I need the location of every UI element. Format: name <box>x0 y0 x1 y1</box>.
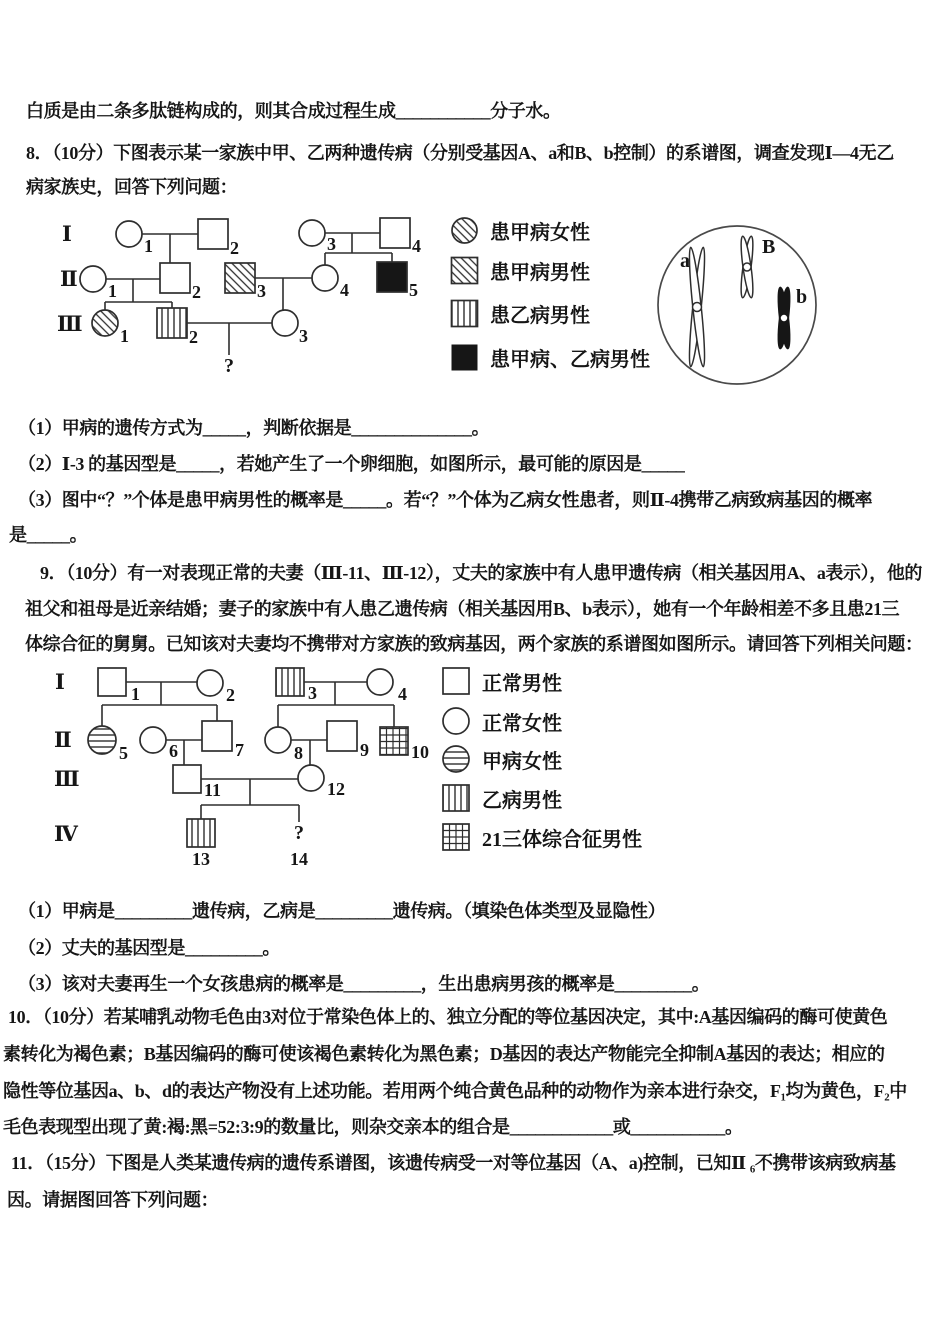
horizontal-striped-circle-icon <box>441 744 471 774</box>
member-11-normal-male <box>173 765 201 793</box>
member-II2-normal-male <box>160 263 190 293</box>
hatched-square-icon <box>450 256 479 285</box>
member-8-normal-female <box>265 727 291 753</box>
generation-label: Ⅱ <box>54 728 72 752</box>
legend-1-row-affectedB-male <box>450 299 590 328</box>
legend-label: 乙病男性 <box>482 789 562 812</box>
member-label: 14 <box>290 849 308 869</box>
question-9-stem-line-2: 祖父和祖母是近亲结婚；妻子的家族中有人患乙遗传病（相关基因用B、b表示），她有一个年龄相差不多且患21三 <box>25 599 900 619</box>
member-II1-normal-female <box>80 266 106 292</box>
member-I4-normal-male <box>380 218 410 248</box>
member-label: 1 <box>131 684 140 704</box>
question-8-item-3-continuation: 是_____。 <box>9 525 88 545</box>
member-label: 2 <box>230 238 239 258</box>
legend-label: 正常女性 <box>482 712 562 735</box>
question-8-item-1: （1）甲病的遗传方式为_____，判断依据是______________。 <box>18 418 490 438</box>
member-label: 3 <box>308 683 317 703</box>
filled-square-icon <box>450 343 479 372</box>
chromosome-b-label: b <box>796 286 808 308</box>
legend-label: 患甲病女性 <box>490 222 590 244</box>
member-label: 1 <box>144 236 153 256</box>
question-7-continuation-line: 白质是由二条多肽链构成的，则其合成过程生成___________分子水。 <box>26 101 561 121</box>
generation-label: Ⅰ <box>62 222 72 246</box>
question-8-item-3: （3）图中“？”个体是患甲病男性的概率是_____。若“？”个体为乙病女性患者，则Ⅱ-4携带乙病致病基因的概率 <box>18 490 873 510</box>
generation-label: Ⅲ <box>54 767 80 791</box>
question-10-stem-line-1: 10．（10分）若某哺乳动物毛色由3对位于常染色体上的、独立分配的等位基因决定，其中:A基因编码的酶可使黄色 <box>8 1007 888 1027</box>
member-III2-diseaseB-male <box>157 308 187 338</box>
member-label: 10 <box>411 742 429 762</box>
grid-square-icon <box>441 822 471 852</box>
egg-cell-chromosome-diagram <box>650 215 830 400</box>
member-III3-normal-female <box>272 310 298 336</box>
chromosome-B <box>739 236 756 299</box>
legend-1-row-affectedA-male <box>450 256 590 285</box>
member-II4-normal-female <box>312 265 338 291</box>
member-I2-normal-male <box>198 219 228 249</box>
member-13-diseaseB-male <box>187 819 215 847</box>
hatched-circle-icon <box>450 216 479 245</box>
generation-label: Ⅰ <box>55 670 65 694</box>
generation-label: Ⅲ <box>57 312 83 336</box>
pedigree-chart-1 <box>40 205 460 395</box>
question-10-stem-line-2: 素转化为褐色素；B基因编码的酶可使该褐色素转化为黑色素；D基因的表达产物能完全抑制A基因的表达；相应的 <box>3 1044 885 1064</box>
member-label: 11 <box>204 780 222 800</box>
member-label: 3 <box>299 326 308 346</box>
striped-square-icon <box>450 299 479 328</box>
question-8-stem-line-2: 病家族史，回答下列问题： <box>26 177 238 197</box>
member-label: 2 <box>192 282 201 302</box>
chromosome-B-label: B <box>762 236 776 258</box>
member-label: 13 <box>192 849 210 869</box>
legend-label: 21三体综合征男性 <box>482 828 642 851</box>
member-6-normal-female <box>140 727 166 753</box>
question-11-stem-line-2: 因。请据图回答下列问题： <box>7 1190 219 1210</box>
member-II5-diseaseAB-male <box>377 262 407 292</box>
member-I3-normal-female <box>299 220 325 246</box>
member-label: 12 <box>327 779 345 799</box>
member-label: 6 <box>169 741 178 761</box>
empty-circle-icon <box>441 706 471 736</box>
legend-label: 患甲病、乙病男性 <box>490 349 650 371</box>
legend-1-row-affectedA-female <box>450 216 590 245</box>
generation-label: Ⅳ <box>54 822 78 846</box>
member-label: 7 <box>235 740 244 760</box>
member-label: 5 <box>409 280 418 300</box>
pedigree-chart-2 <box>40 655 460 880</box>
member-label: 8 <box>294 743 303 763</box>
question-9-item-2: （2）丈夫的基因型是_________。 <box>18 938 280 958</box>
question-9-item-3: （3）该对夫妻再生一个女孩患病的概率是_________，生出患病男孩的概率是_________。 <box>18 974 710 994</box>
member-3-diseaseB-male <box>276 668 304 696</box>
question-10-stem-line-4: 毛色表现型出现了黄:褐:黑=52:3:9的数量比，则杂交亲本的组合是____________或___________。 <box>3 1117 743 1137</box>
chromosome-a-label: a <box>680 250 690 272</box>
question-9-stem-line-1: 9．（10分）有一对表现正常的夫妻（Ⅲ-11、Ⅲ-12），丈夫的家族中有人患甲遗传病（相关基因用A、a表示），他的 <box>40 563 923 583</box>
unknown-offspring-mark: ? <box>224 355 234 377</box>
member-9-normal-male <box>327 721 357 751</box>
legend-label: 甲病女性 <box>482 750 562 773</box>
empty-square-icon <box>441 666 471 696</box>
member-label: 1 <box>108 281 117 301</box>
vertical-striped-square-icon <box>441 783 471 813</box>
member-label: 4 <box>412 236 421 256</box>
legend-label: 患甲病男性 <box>490 262 590 284</box>
member-12-normal-female <box>298 765 324 791</box>
question-9-stem-line-3: 体综合征的舅舅。已知该对夫妻均不携带对方家族的致病基因，两个家族的系谱图如图所示。请回答下列相关问题： <box>25 634 923 654</box>
member-7-normal-male <box>202 721 232 751</box>
member-10-trisomy21-male <box>380 727 408 755</box>
question-9-item-1: （1）甲病是_________遗传病，乙病是_________遗传病。（填染色体类型及显隐性） <box>18 901 666 921</box>
legend-2-row-normal-female <box>441 706 562 736</box>
member-2-normal-female <box>197 670 223 696</box>
member-label: 9 <box>360 740 369 760</box>
member-4-normal-female <box>367 669 393 695</box>
member-label: 3 <box>257 281 266 301</box>
legend-2-row-diseaseA-female <box>441 744 562 774</box>
member-III1-diseaseA-female <box>92 310 118 336</box>
legend-label: 正常男性 <box>482 672 562 695</box>
member-label: 2 <box>226 685 235 705</box>
member-label: 3 <box>327 234 336 254</box>
member-label: 5 <box>119 743 128 763</box>
chromosome-b <box>776 287 792 350</box>
legend-2-row-diseaseB-male <box>441 783 562 813</box>
question-8-item-2: （2）Ⅰ-3 的基因型是_____，若她产生了一个卵细胞，如图所示，最可能的原因是_____ <box>18 454 685 474</box>
question-10-stem-line-3: 隐性等位基因a、b、d的表达产物没有上述功能。若用两个纯合黄色品种的动物作为亲本进行杂交，F₁均为黄色，F₂中 <box>3 1081 907 1101</box>
unknown-offspring-mark: ? <box>294 822 304 844</box>
legend-2-row-normal-male <box>441 666 562 696</box>
member-label: 4 <box>340 280 349 300</box>
pedigree-2-lines <box>102 682 394 822</box>
generation-label: Ⅱ <box>60 267 78 291</box>
member-5-diseaseA-female <box>88 726 116 754</box>
question-8-stem-line-1: 8．（10分）下图表示某一家族中甲、乙两种遗传病（分别受基因A、a和B、b控制）的系谱图，调查发现Ⅰ—4无乙 <box>26 143 894 163</box>
member-label: 2 <box>189 327 198 347</box>
legend-2-row-trisomy21-male <box>441 822 642 852</box>
legend-1-row-affectedAB-male <box>450 343 650 372</box>
member-label: 4 <box>398 684 407 704</box>
member-II3-diseaseA-male <box>225 263 255 293</box>
legend-label: 患乙病男性 <box>490 305 590 327</box>
member-label: 1 <box>120 326 129 346</box>
member-I1-normal-female <box>116 221 142 247</box>
question-11-stem-line-1: 11．（15分）下图是人类某遗传病的遗传系谱图，该遗传病受一对等位基因（A、a)控制，已知Ⅱ ₆不携带该病致病基 <box>11 1153 896 1173</box>
member-1-normal-male <box>98 668 126 696</box>
